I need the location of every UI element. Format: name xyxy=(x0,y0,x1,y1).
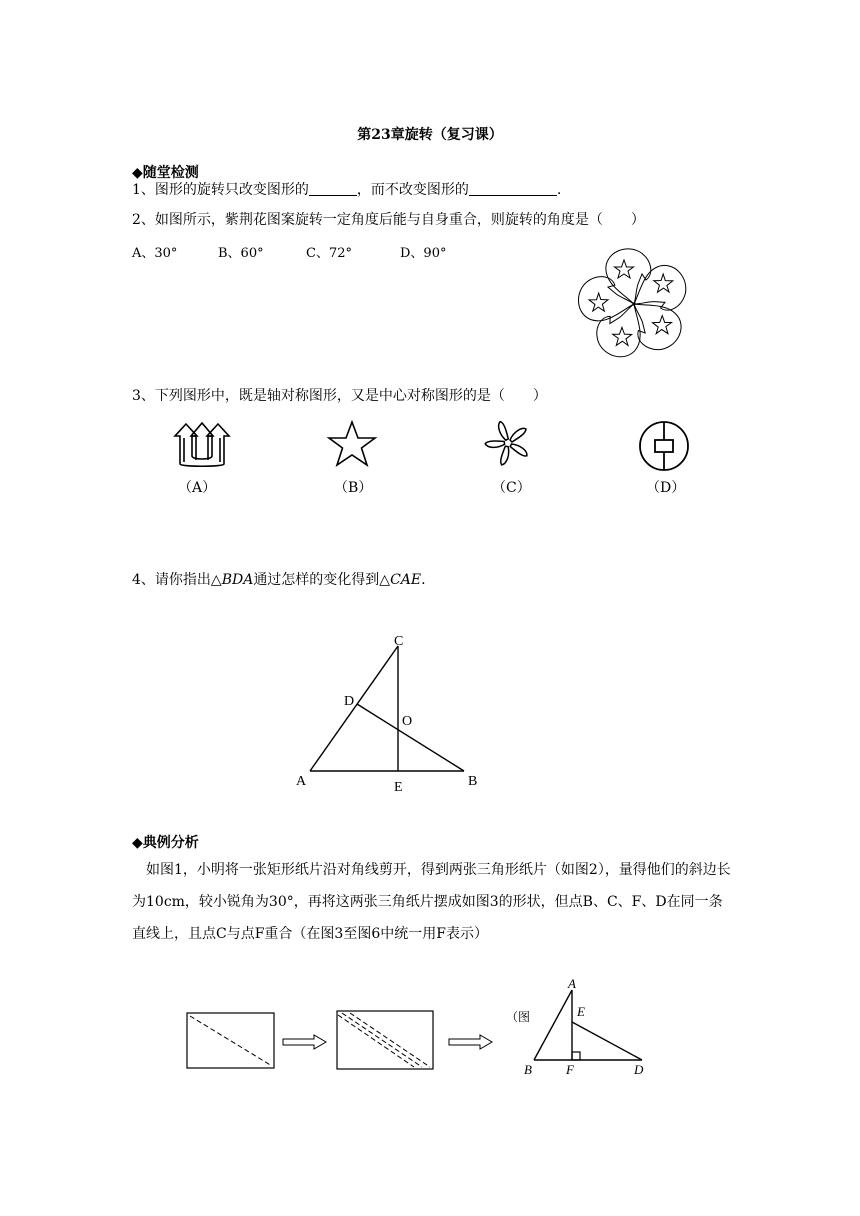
fig3-point-e-label: E xyxy=(577,1004,585,1019)
bauhinia-flower-figure xyxy=(566,240,702,364)
fig3-point-d-label: D xyxy=(634,1062,644,1077)
petal-5 xyxy=(573,271,639,331)
arrow-right-icon xyxy=(448,1034,494,1050)
fig3-point-f-label: F xyxy=(566,1062,574,1077)
figure-2-split-rectangle xyxy=(336,1010,436,1072)
q2-option-a: A、30° xyxy=(132,246,178,261)
point-d-label: D xyxy=(344,694,355,709)
q2-option-d: D、90° xyxy=(400,246,447,261)
q4-suffix: . xyxy=(421,572,426,588)
figure-3-triangles xyxy=(526,986,646,1064)
pinwheel-icon xyxy=(486,420,530,466)
q4-prefix: 4、请你指出△ xyxy=(132,572,222,588)
figure-3-caption: （图 xyxy=(506,1010,531,1024)
point-a-label: A xyxy=(296,774,307,789)
q1-blank-1 xyxy=(309,181,357,196)
q2-option-b: B、60° xyxy=(218,246,264,261)
star-icon xyxy=(326,420,378,468)
q4-triangle-cae: CAE xyxy=(390,572,422,588)
point-b-label: B xyxy=(468,774,478,789)
point-e-label: E xyxy=(394,780,403,795)
point-o-label: O xyxy=(402,714,413,729)
q1-suffix: . xyxy=(556,182,562,198)
arrow-right-icon xyxy=(282,1034,328,1050)
question-3: 3、下列图形中，既是轴对称图形，又是中心对称图形的是（ ） xyxy=(132,388,547,404)
page-title: 第23章旋转（复习课） xyxy=(357,127,503,143)
question-1 xyxy=(132,180,561,200)
section-heading-practice: ◆随堂检测 xyxy=(132,165,199,181)
three-arrows-icon xyxy=(174,420,230,468)
fig3-point-a-label: A xyxy=(568,976,576,991)
figure-1-rectangle xyxy=(186,1012,276,1070)
fig3-point-b-label: B xyxy=(524,1062,532,1077)
section-heading-examples: ◆典例分析 xyxy=(132,835,199,851)
q3-label-a: （A） xyxy=(178,480,217,496)
q2-option-c: C、72° xyxy=(306,246,352,261)
q3-label-d: （D） xyxy=(646,480,686,496)
coin-icon xyxy=(638,420,690,472)
example-paragraph: 如图1，小明将一张矩形纸片沿对角线剪开，得到两张三角形纸片（如图2），量得他们的斜边长为10cm，较小锐角为30°，再将这两张三角纸片摆成如图3的形状，但点B、C、F、D在同一条直线上，且点C与点F重合（在图3至图6中统一用F表示） xyxy=(132,862,731,942)
q1-middle: ，而不改变图形的 xyxy=(356,182,469,198)
question-2: 2、如图所示，紫荆花图案旋转一定角度后能与自身重合，则旋转的角度是（ ） xyxy=(132,212,645,228)
q4-middle: 通过怎样的变化得到△ xyxy=(253,572,391,588)
triangle-figure-q4 xyxy=(290,630,490,800)
q3-label-c: （C） xyxy=(492,480,531,496)
question-4 xyxy=(132,570,426,590)
q1-prefix: 1、图形的旋转只改变图形的 xyxy=(132,182,309,198)
petal-3 xyxy=(620,287,689,358)
q1-blank-2 xyxy=(469,181,557,196)
q4-triangle-bda: BDA xyxy=(221,572,254,588)
petal-1 xyxy=(606,249,651,304)
point-c-label: C xyxy=(394,634,404,649)
q3-label-b: （B） xyxy=(334,480,373,496)
